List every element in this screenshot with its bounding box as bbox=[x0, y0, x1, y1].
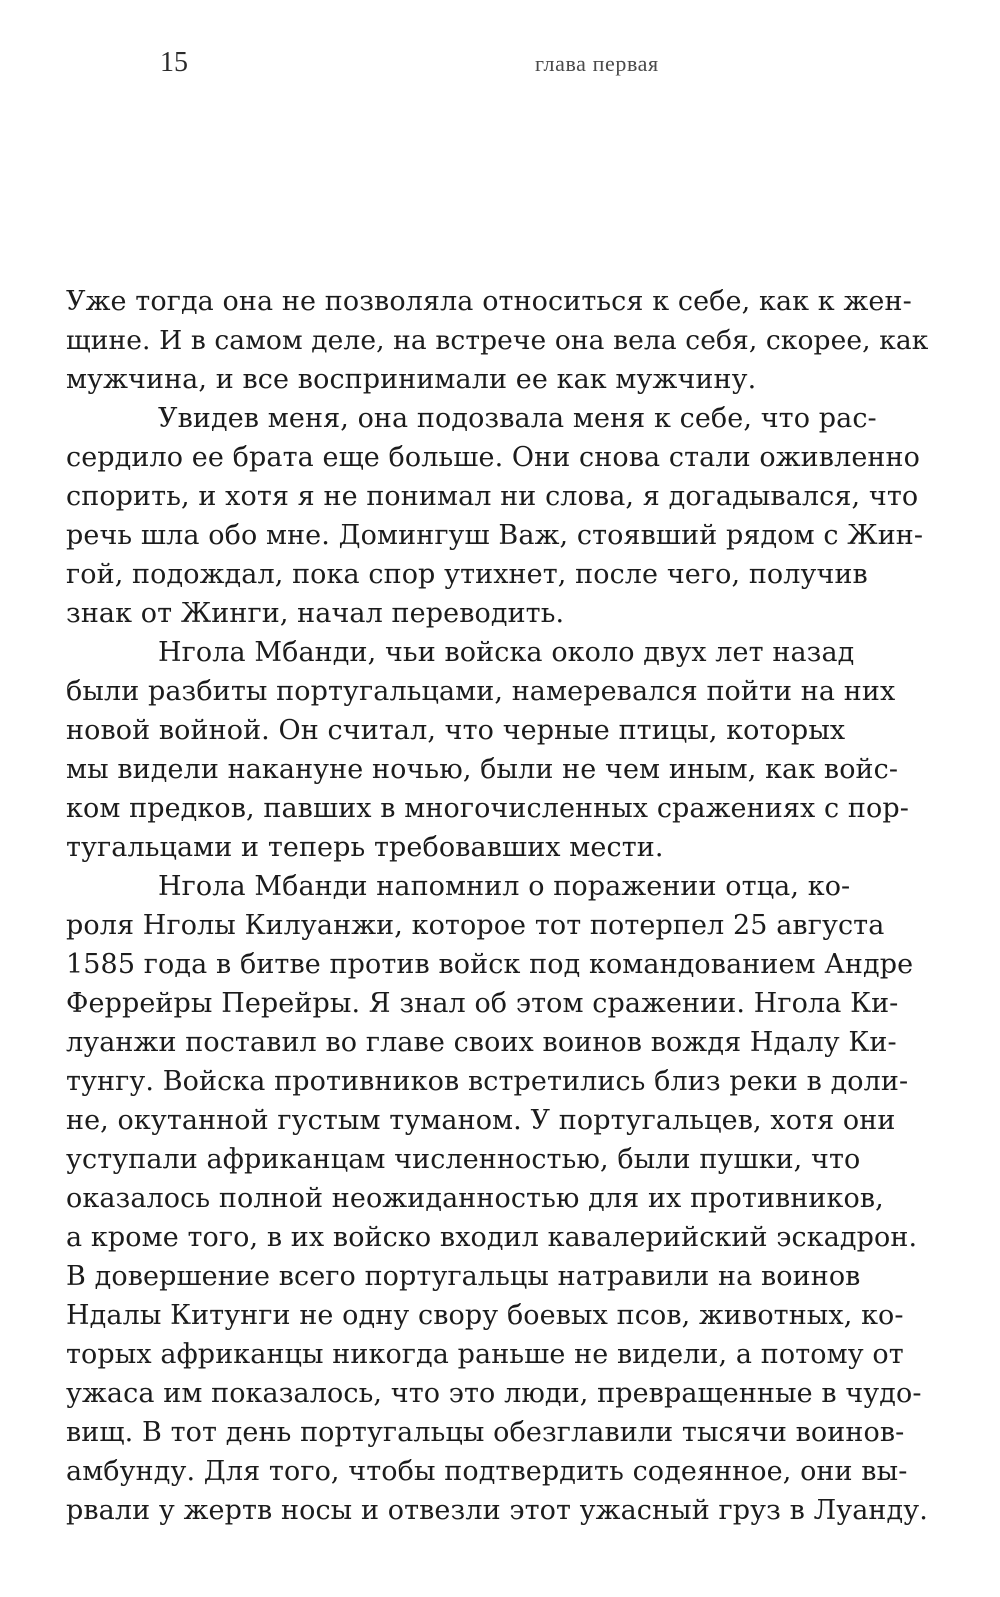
text-line: роля Нголы Килуанжи, которое тот потерпел 25 августа bbox=[66, 910, 885, 941]
running-head bbox=[0, 45, 1000, 85]
chapter-title: глава первая bbox=[535, 51, 659, 76]
text-line: В довершение всего португальцы натравили на воинов bbox=[66, 1261, 861, 1292]
text-line: речь шла обо мне. Домингуш Важ, стоявший рядом с Жин- bbox=[66, 520, 924, 551]
text-line: Ндалы Китунги не одну свору боевых псов, животных, ко- bbox=[66, 1300, 904, 1331]
text-line: мы видели накануне ночью, были не чем иным, как войс- bbox=[66, 754, 899, 785]
text-line: луанжи поставил во главе своих воинов вождя Ндалу Ки- bbox=[66, 1027, 897, 1058]
text-line: торых африканцы никогда раньше не видели, а потому от bbox=[66, 1339, 904, 1370]
text-line: новой войной. Он считал, что черные птицы, которых bbox=[66, 715, 846, 746]
text-line: вищ. В тот день португальцы обезглавили тысячи воинов- bbox=[66, 1417, 905, 1448]
text-line: Уже тогда она не позволяла относиться к себе, как к жен- bbox=[66, 286, 912, 317]
text-line: ком предков, павших в многочисленных сражениях с пор- bbox=[66, 793, 909, 824]
text-line: щине. И в самом деле, на встрече она вела себя, скорее, как bbox=[66, 325, 929, 356]
body-text bbox=[66, 282, 940, 1530]
text-line: Увидев меня, она подозвала меня к себе, что рас- bbox=[158, 403, 877, 434]
text-line: знак от Жинги, начал переводить. bbox=[66, 598, 565, 629]
text-line: тугальцами и теперь требовавших мести. bbox=[66, 832, 664, 863]
text-line: тунгу. Войска противников встретились близ реки в доли- bbox=[66, 1066, 909, 1097]
text-line: Феррейры Перейры. Я знал об этом сражении. Нгола Ки- bbox=[66, 988, 899, 1019]
text-line: гой, подождал, пока спор утихнет, после чего, получив bbox=[66, 559, 868, 590]
text-line: 1585 года в битве против войск под командованием Андре bbox=[66, 949, 914, 980]
page-number: 15 bbox=[160, 47, 188, 78]
text-line: Нгола Мбанди напомнил о поражении отца, ко- bbox=[158, 871, 851, 902]
text-line: не, окутанной густым туманом. У португальцев, хотя они bbox=[66, 1105, 896, 1136]
text-line: ужаса им показалось, что это люди, превращенные в чудо- bbox=[66, 1378, 922, 1409]
text-line: амбунду. Для того, чтобы подтвердить содеянное, они вы- bbox=[66, 1456, 908, 1487]
text-line: спорить, и хотя я не понимал ни слова, я догадывался, что bbox=[66, 481, 919, 512]
text-line: оказалось полной неожиданностью для их противников, bbox=[66, 1183, 884, 1214]
text-line: а кроме того, в их войско входил кавалерийский эскадрон. bbox=[66, 1222, 918, 1253]
text-line: уступали африканцам численностью, были пушки, что bbox=[66, 1144, 861, 1175]
text-line: были разбиты португальцами, намеревался пойти на них bbox=[66, 676, 896, 707]
text-line: мужчина, и все воспринимали ее как мужчину. bbox=[66, 364, 757, 395]
text-line: сердило ее брата еще больше. Они снова стали оживленно bbox=[66, 442, 920, 473]
text-line: рвали у жертв носы и отвезли этот ужасный груз в Луанду. bbox=[66, 1495, 928, 1526]
text-line: Нгола Мбанди, чьи войска около двух лет назад bbox=[158, 637, 855, 668]
